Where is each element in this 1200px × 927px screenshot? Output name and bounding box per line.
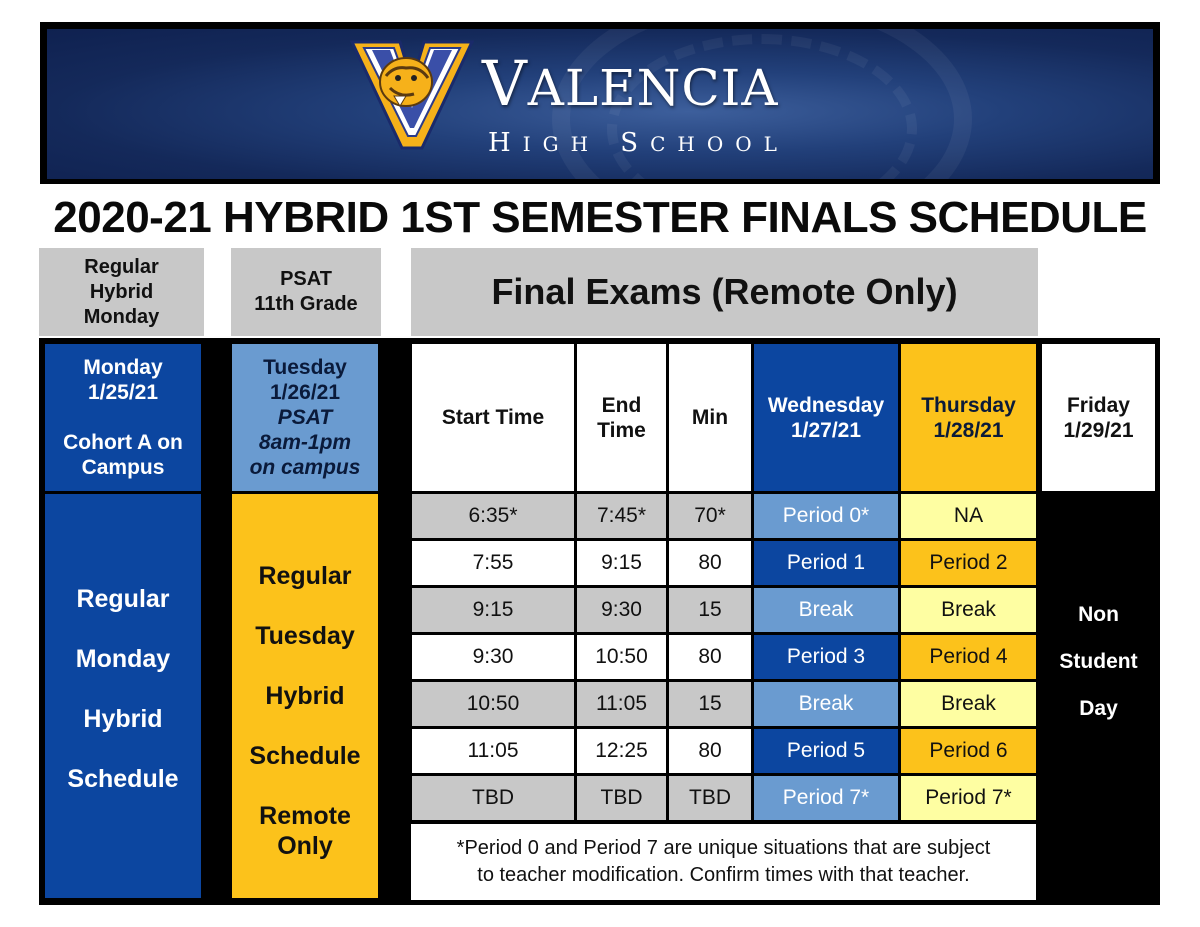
- monday-schedule-line: Monday: [75, 644, 171, 673]
- monday-schedule-line: Hybrid: [83, 704, 163, 733]
- cell-end: 9:30: [577, 588, 666, 632]
- col-header-friday: [1042, 344, 1155, 491]
- cell-min: TBD: [669, 776, 751, 820]
- cell-end: 9:15: [577, 541, 666, 585]
- friday-body-line: Day: [1079, 696, 1118, 720]
- col-header-line: 1/29/21: [1063, 418, 1134, 442]
- cell-thursday: Period 4: [901, 635, 1036, 679]
- cell-end: 7:45*: [577, 494, 666, 538]
- header-line: PSAT: [280, 268, 332, 290]
- col-header-thursday: [901, 344, 1036, 491]
- col-header-line: 1/27/21: [790, 418, 862, 442]
- footnote-line: *Period 0 and Period 7 are unique situations that are subject: [456, 837, 991, 859]
- cell-start: 7:55: [412, 541, 574, 585]
- friday-body-line: Student: [1059, 649, 1138, 673]
- cell-thursday: Break: [901, 588, 1036, 632]
- page-title: 2020-21 HYBRID 1ST SEMESTER FINALS SCHEDULE: [53, 193, 1147, 242]
- cell-min: 15: [669, 588, 751, 632]
- col-header-line: Friday: [1066, 393, 1130, 417]
- footnote: [411, 824, 1036, 900]
- header-line: Hybrid: [89, 280, 154, 303]
- monday-date: 1/25/21: [87, 381, 159, 404]
- col-header-end-time: [577, 344, 666, 491]
- col-header-line: 1/28/21: [933, 418, 1004, 442]
- cell-thursday: Period 2: [901, 541, 1036, 585]
- cell-min: 80: [669, 635, 751, 679]
- tuesday-schedule-line: Tuesday: [255, 622, 355, 650]
- monday-schedule-line: Regular: [76, 584, 170, 613]
- tuesday-psat-location: on campus: [249, 456, 361, 479]
- cell-start: 11:05: [412, 729, 574, 773]
- cell-start: 6:35*: [412, 494, 574, 538]
- header-psat: [231, 248, 381, 336]
- cell-thursday: Break: [901, 682, 1036, 726]
- col-header-line: Thursday: [921, 393, 1016, 417]
- school-subtitle: HIGH SCHOOL: [488, 128, 789, 158]
- tuesday-day: Tuesday: [263, 356, 347, 379]
- cell-min: 80: [669, 729, 751, 773]
- tuesday-schedule-line: Schedule: [249, 742, 361, 770]
- cell-thursday: Period 6: [901, 729, 1036, 773]
- col-header-wednesday: [754, 344, 898, 491]
- monday-schedule-line: Schedule: [67, 764, 179, 793]
- header-line: Regular: [84, 255, 159, 278]
- tuesday-date: 1/26/21: [269, 381, 341, 404]
- tuesday-schedule-line: Remote: [259, 802, 351, 830]
- cell-start: TBD: [412, 776, 574, 820]
- cell-thursday: Period 7*: [901, 776, 1036, 820]
- footnote-line: to teacher modification. Confirm times with that teacher.: [477, 864, 970, 886]
- cell-start: 9:30: [412, 635, 574, 679]
- col-header-min: Min: [669, 344, 751, 491]
- tuesday-psat-time: 8am-1pm: [258, 431, 352, 454]
- cell-min: 15: [669, 682, 751, 726]
- cell-wednesday: Period 3: [754, 635, 898, 679]
- tuesday-psat: PSAT: [277, 406, 333, 429]
- col-header-line: End: [601, 393, 642, 417]
- cell-wednesday: Period 1: [754, 541, 898, 585]
- header-line: Monday: [83, 305, 160, 328]
- col-header-start-time: Start Time: [412, 344, 574, 491]
- friday-non-student-day: [1042, 494, 1155, 898]
- col-header-line: Wednesday: [767, 393, 885, 417]
- cell-wednesday: Break: [754, 588, 898, 632]
- tuesday-schedule-cell: [232, 494, 378, 898]
- tuesday-schedule-line: Regular: [258, 562, 352, 590]
- monday-cohort: Campus: [81, 456, 165, 479]
- tiger-v-logo-icon: [350, 36, 474, 152]
- header-final-exams: Final Exams (Remote Only): [411, 248, 1038, 336]
- cell-end: 10:50: [577, 635, 666, 679]
- cell-wednesday: Period 7*: [754, 776, 898, 820]
- header-line: 11th Grade: [254, 293, 358, 315]
- cell-end: 11:05: [577, 682, 666, 726]
- tuesday-schedule-line: Hybrid: [265, 682, 345, 710]
- header-regular-hybrid-monday: [39, 248, 204, 336]
- cell-min: 80: [669, 541, 751, 585]
- cell-wednesday: Break: [754, 682, 898, 726]
- school-name: VALENCIA: [482, 47, 779, 120]
- cell-end: 12:25: [577, 729, 666, 773]
- cell-start: 10:50: [412, 682, 574, 726]
- cell-min: 70*: [669, 494, 751, 538]
- tuesday-schedule-line: Only: [277, 832, 333, 860]
- monday-day: Monday: [83, 356, 163, 379]
- monday-cohort: Cohort A on: [63, 431, 183, 454]
- monday-date-cell: [45, 344, 201, 491]
- cell-end: TBD: [577, 776, 666, 820]
- col-header-line: Time: [597, 418, 646, 442]
- cell-thursday: NA: [901, 494, 1036, 538]
- friday-body-line: Non: [1078, 602, 1119, 626]
- cell-wednesday: Period 0*: [754, 494, 898, 538]
- cell-wednesday: Period 5: [754, 729, 898, 773]
- cell-start: 9:15: [412, 588, 574, 632]
- monday-schedule-cell: [45, 494, 201, 898]
- tuesday-date-cell: [232, 344, 378, 491]
